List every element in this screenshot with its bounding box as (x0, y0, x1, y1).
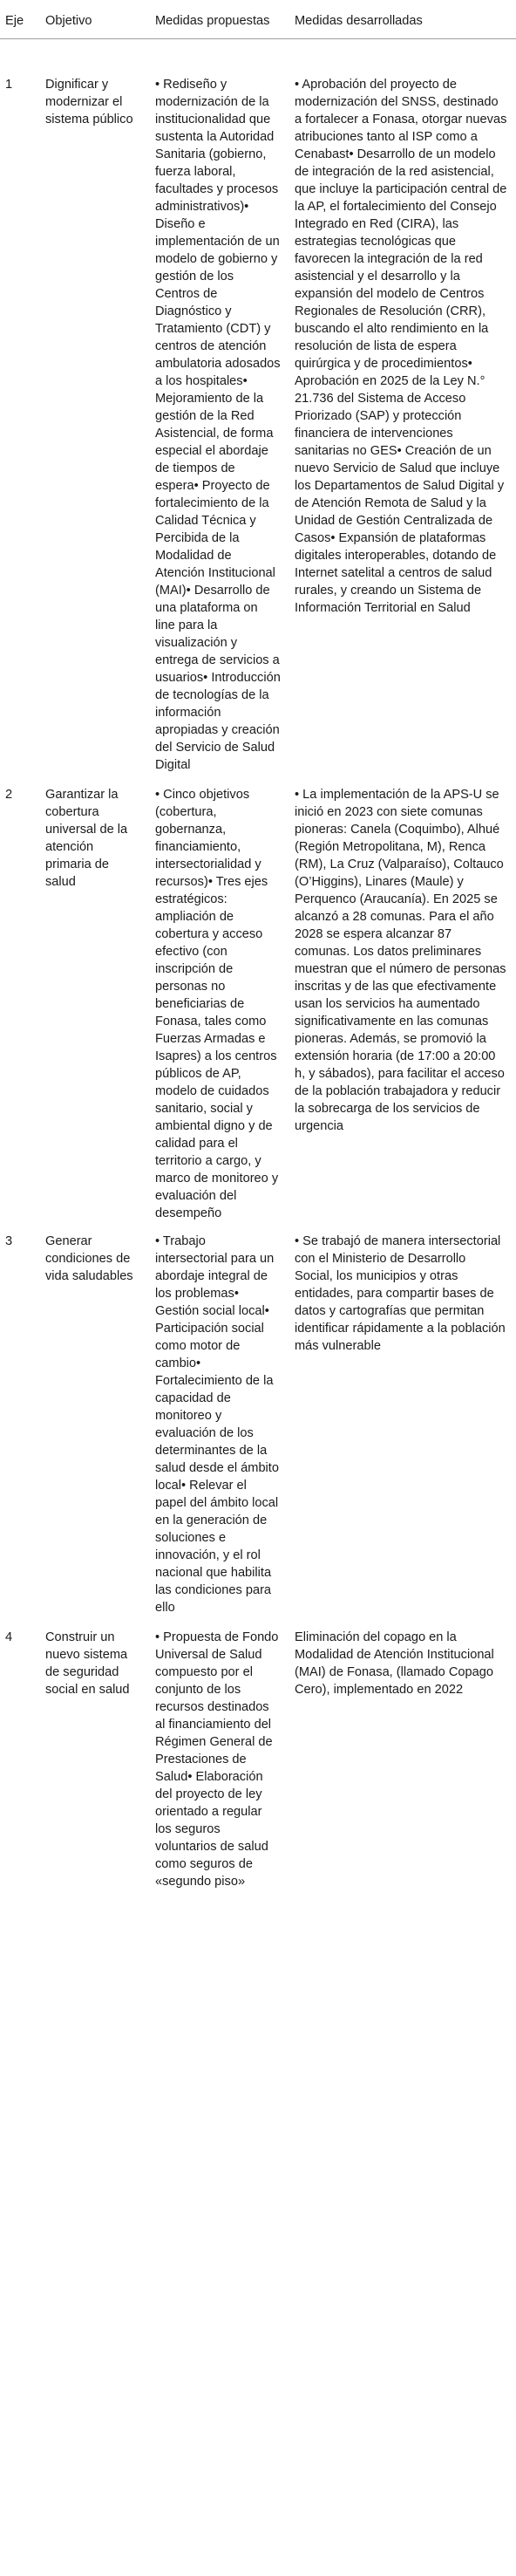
cell-objetivo: Dignificar y modernizar el sistema público (45, 78, 133, 126)
cell-eje: 3 (5, 1234, 13, 1248)
cell-eje: 4 (5, 1630, 13, 1644)
table-header (0, 0, 516, 39)
cell-medidas-desarrolladas: • Aprobación del proyecto de modernización del SNSS, destinado a fortalecer a Fonasa, otorgar nuevas atribuciones tanto al ISP como a Cenabast• Desarrollo de un modelo de integración de la red asistencial, que incluye la participación central de la AP, el fortalecimiento del Consejo Integrado en Red (CIRA), las estrategias tecnológicas que favorecen la integración de la red asistencial y el desarrollo y la expansión del modelo de Centros Regionales de Resolución (CRR), buscando el alto rendimiento en la resolución de lista de espera quirúrgica y de procedimientos• Aprobación en 2025 de la Ley N.° 21.736 del Sistema de Acceso Priorizado (SAP) y protección financiera de intervenciones sanitarias no GES• Creación de un nuevo Servicio de Salud que incluye los Departamentos de Salud Digital y de Atención Remota de Salud y la Unidad de Gestión Centralizada de Casos• Expansión de plataformas digitales interoperables, dotando de Internet satelital a centros de salud rurales, y creando un Sistema de Información Territorial en Salud (295, 78, 507, 615)
cell-eje: 1 (5, 78, 13, 92)
cell-objetivo: Generar condiciones de vida saludables (45, 1234, 133, 1283)
header-medidas-propuestas: Medidas propuestas (155, 14, 270, 28)
cell-medidas-desarrolladas: Eliminación del copago en la Modalidad de Atención Institucional (MAI) de Fonasa, (llamado Copago Cero), implementado en 2022 (295, 1630, 494, 1697)
cell-medidas-desarrolladas: • Se trabajó de manera intersectorial con el Ministerio de Desarrollo Social, los municipios y otras entidades, para compartir bases de datos y cartografías que permitan identificar rápidamente a la población más vulnerable (295, 1234, 506, 1353)
header-row (0, 0, 516, 39)
table-row (0, 1222, 516, 1616)
table-body (0, 39, 516, 1891)
cell-medidas-propuestas: • Rediseño y modernización de la institucionalidad que sustenta la Autoridad Sanitaria (gobierno, fuerza laboral, facultades y procesos administrativos)• Diseño e implementación de un modelo de gobierno y gestión de los Centros de Diagnóstico y Tratamiento (CDT) y centros de atención ambulatoria adosados a los hospitales• Mejoramiento de la gestión de la Red Asistencial, de forma especial el abordaje de tiempos de espera• Proyecto de fortalecimiento de la Calidad Técnica y Percibida de la Modalidad de Atención Institucional (MAI)• Desarrollo de una plataforma on line para la visualización y entrega de servicios a usuarios• Introducción de tecnologías de la información apropiadas y creación del Servicio de Salud Digital (155, 78, 281, 772)
header-medidas-desarrolladas: Medidas desarrolladas (295, 14, 423, 28)
header-objetivo: Objetivo (45, 14, 92, 28)
cell-medidas-propuestas: • Trabajo intersectorial para un abordaje integral de los problemas• Gestión social local• Participación social como motor de cambio• Fortalecimiento de la capacidad de monitoreo y evaluación de los determinantes de la salud desde el ámbito local• Relevar el papel del ámbito local en la generación de soluciones e innovación, y el rol nacional que habilita las condiciones para ello (155, 1234, 279, 1615)
cell-objetivo: Garantizar la cobertura universal de la atención primaria de salud (45, 788, 128, 889)
table-row (0, 774, 516, 1222)
cell-medidas-propuestas: • Propuesta de Fondo Universal de Salud compuesto por el conjunto de los recursos destinados al financiamiento del Régimen General de Prestaciones de Salud• Elaboración del proyecto de ley orientado a regular los seguros voluntarios de salud como seguros de «segundo piso» (155, 1630, 279, 1889)
header-eje: Eje (5, 14, 24, 28)
cell-eje: 2 (5, 788, 13, 802)
cell-objetivo: Construir un nuevo sistema de seguridad social en salud (45, 1630, 130, 1697)
table-row (0, 39, 516, 775)
cell-medidas-desarrolladas: • La implementación de la APS-U se inició en 2023 con siete comunas pioneras: Canela (Coquimbo), Alhué (Región Metropolitana, M), Renca (RM), La Cruz (Valparaíso), Coltauco (O’Higgins), Linares (Maule) y Perquenco (Araucanía). En 2025 se alcanzó a 28 comunas. Para el año 2028 se espera alcanzar 87 comunas. Los datos preliminares muestran que el número de personas inscritas y de las que efectivamente usan los servicios ha aumentado significativamente en las comunas pioneras. Además, se promovió la extensión horaria (de 17:00 a 20:00 h, y sábados), para facilitar el acceso de la población trabajadora y reducir la sobrecarga de los servicios de urgencia (295, 788, 506, 1133)
table-row (0, 1616, 516, 1890)
cell-medidas-propuestas: • Cinco objetivos (cobertura, gobernanza, financiamiento, intersectorialidad y recursos)• Tres ejes estratégicos: ampliación de cobertura y acceso efectivo (con inscripción de personas no beneficiarias de Fonasa, tales como Fuerzas Armadas e Isapres) a los centros públicos de AP, modelo de cuidados sanitario, social y ambiental digno y de calidad para el territorio a cargo, y marco de monitoreo y evaluación del desempeño (155, 788, 279, 1220)
